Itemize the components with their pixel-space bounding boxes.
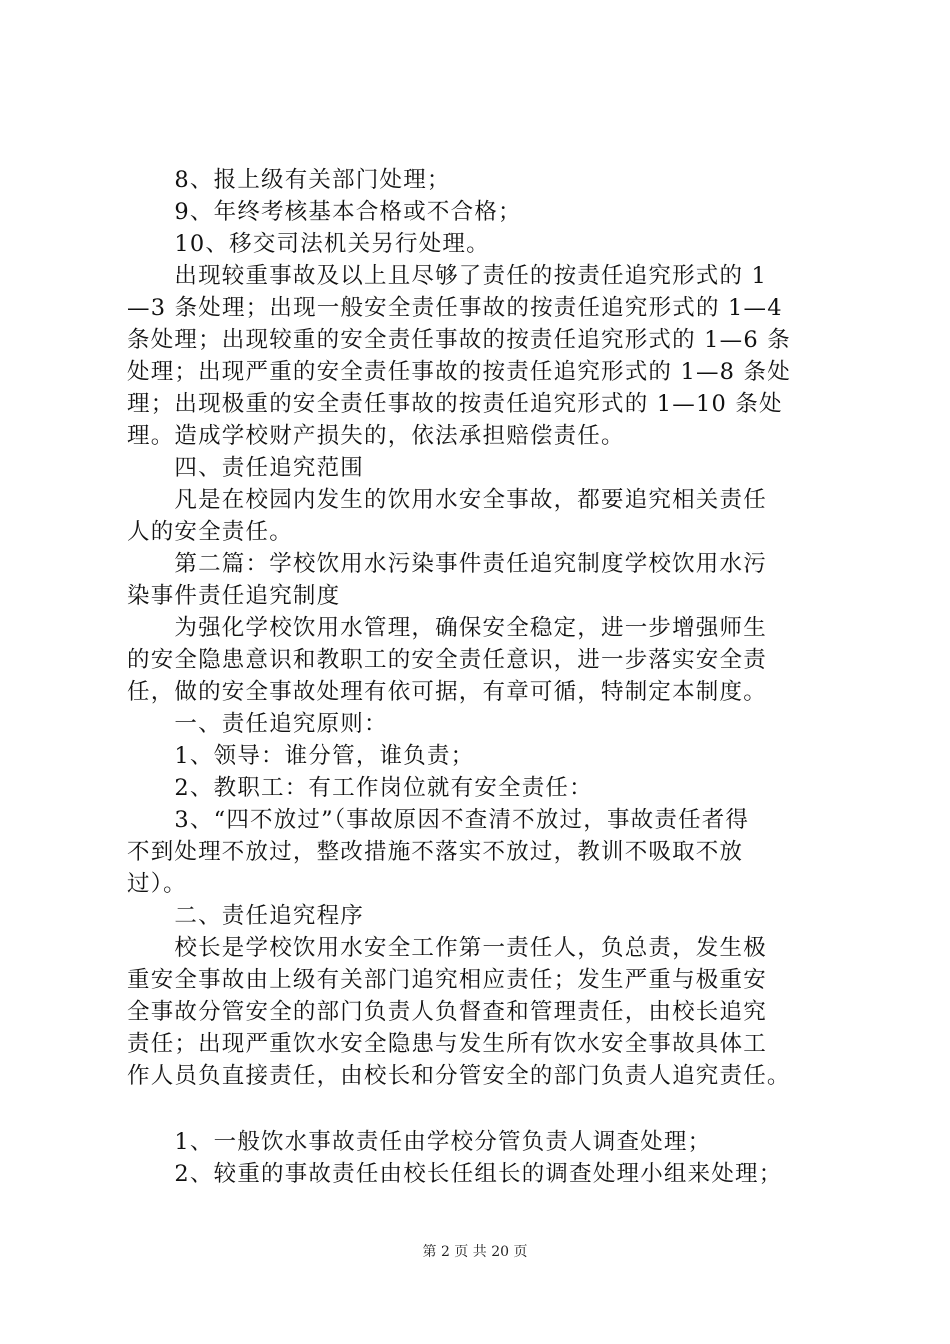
page-footer: 第 2 页 共 20 页 — [422, 1244, 528, 1260]
paragraph — [127, 1126, 847, 1158]
paragraph — [127, 260, 847, 452]
paragraph — [127, 196, 847, 228]
text-line: 的安全隐患意识和教职工的安全责任意识，进一步落实安全责 — [127, 647, 767, 673]
text-line: 10、移交司法机关另行处理。 — [127, 231, 490, 257]
text-line: 凡是在校园内发生的饮用水安全事故，都要追究相关责任 — [127, 487, 767, 513]
text-line: 二、责任追究程序 — [127, 903, 365, 929]
paragraph-gap — [127, 1092, 847, 1126]
text-line: 处理；出现严重的安全责任事故的按责任追究形式的 1—8 条处 — [127, 359, 791, 385]
text-line: 不到处理不放过，整改措施不落实不放过，教训不吸取不放 — [127, 839, 744, 865]
paragraph — [127, 548, 847, 612]
text-line: 3、“四不放过”（事故原因不查清不放过，事故责任者得 — [127, 807, 750, 833]
text-line: 条处理；出现较重的安全责任事故的按责任追究形式的 1—6 条 — [127, 327, 791, 353]
paragraph — [127, 900, 847, 932]
text-line: 1、领导：谁分管，谁负责； — [127, 743, 475, 769]
text-line: 出现较重事故及以上且尽够了责任的按责任追究形式的 1 — [127, 263, 768, 289]
text-line: 四、责任追究范围 — [127, 455, 365, 481]
text-line: 9、年终考核基本合格或不合格； — [127, 199, 522, 225]
paragraph — [127, 484, 847, 548]
paragraph — [127, 164, 847, 196]
text-line: 作人员负直接责任，由校长和分管安全的部门负责人追究责任。 — [127, 1063, 791, 1089]
text-line: 1、一般饮水事故责任由学校分管负责人调查处理； — [127, 1129, 712, 1155]
text-line: 过）。 — [127, 871, 187, 897]
paragraph — [127, 804, 847, 900]
text-line: 校长是学校饮用水安全工作第一责任人，负总责，发生极 — [127, 935, 767, 961]
text-line: 理。造成学校财产损失的，依法承担赔偿责任。 — [127, 423, 625, 449]
paragraph — [127, 708, 847, 740]
text-line: 重安全事故由上级有关部门追究相应责任；发生严重与极重安 — [127, 967, 767, 993]
text-line: 第二篇：学校饮用水污染事件责任追究制度学校饮用水污 — [127, 551, 767, 577]
paragraph — [127, 740, 847, 772]
text-line: 一、责任追究原则： — [127, 711, 388, 737]
paragraph — [127, 1158, 847, 1190]
paragraph — [127, 612, 847, 708]
text-line: 为强化学校饮用水管理，确保安全稳定，进一步增强师生 — [127, 615, 767, 641]
text-line: 责任；出现严重饮水安全隐患与发生所有饮水安全事故具体工 — [127, 1031, 767, 1057]
text-line: 全事故分管安全的部门负责人负督查和管理责任，由校长追究 — [127, 999, 767, 1025]
paragraph — [127, 228, 847, 260]
text-line: 人的安全责任。 — [127, 519, 293, 545]
text-line: 8、报上级有关部门处理； — [127, 167, 451, 193]
text-line: 理；出现极重的安全责任事故的按责任追究形式的 1—10 条处 — [127, 391, 783, 417]
paragraph — [127, 932, 847, 1092]
text-line: 2、较重的事故责任由校长任组长的调查处理小组来处理； — [127, 1161, 783, 1187]
text-line: 染事件责任追究制度 — [127, 583, 341, 609]
text-line: 任，做的安全事故处理有依可据，有章可循，特制定本制度。 — [127, 679, 767, 705]
text-line: —3 条处理；出现一般安全责任事故的按责任追究形式的 1—4 — [127, 295, 783, 321]
paragraph — [127, 772, 847, 804]
paragraph — [127, 452, 847, 484]
text-line: 2、教职工：有工作岗位就有安全责任： — [127, 775, 593, 801]
document-body — [127, 164, 847, 1190]
